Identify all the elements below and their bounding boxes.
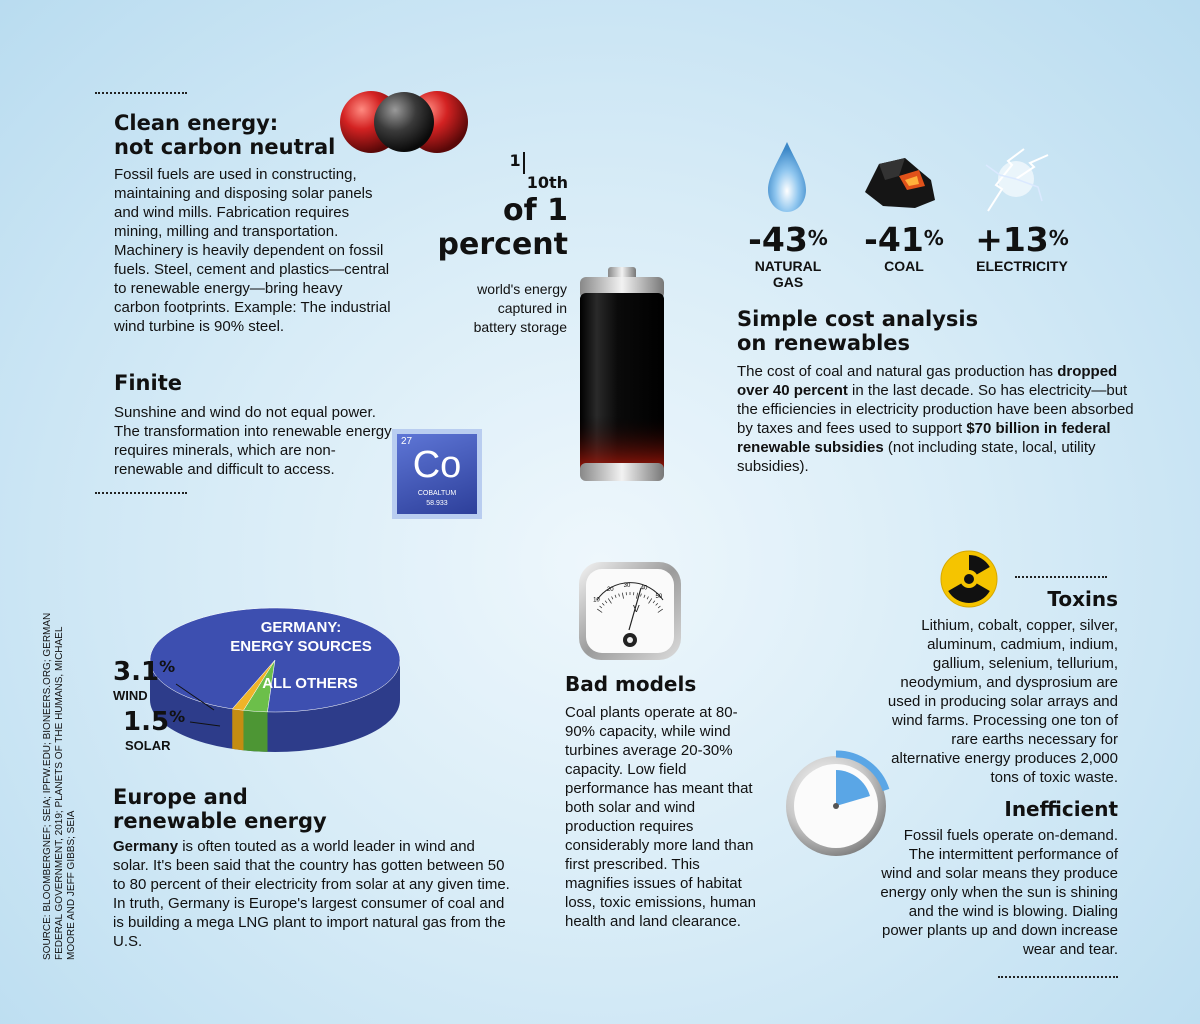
cost-change-electricity: +13% ELECTRICITY	[975, 220, 1069, 274]
europe-body: Germany is often touted as a world leader in wind and solar. It's been said that the country has gotten between 50 to 80 percent of their electricity from solar at any given time. In truth, Germany is Europe's largest consumer of coal and is building a mega LNG plant to import natural gas from the U.S.	[113, 838, 510, 950]
cost-change-natural-gas: -43% NATURAL GAS	[748, 220, 828, 290]
stat-line2: percent	[437, 227, 568, 262]
meter-unit: V	[633, 604, 640, 615]
inefficient-title: Inefficient	[1004, 797, 1118, 821]
pie-leader-lines	[170, 670, 240, 740]
divider-dots	[998, 976, 1118, 980]
stopwatch-icon	[780, 750, 890, 860]
element-symbol: Co	[412, 444, 462, 486]
co2-molecule-icon	[338, 82, 470, 162]
fraction-numerator: 1	[509, 151, 521, 170]
clean-energy-title: Clean energy: not carbon neutral	[114, 111, 336, 159]
meter-tick-label: 40	[640, 585, 648, 592]
pie-label-wind-value: 3.1%	[113, 657, 176, 687]
divider-dots	[95, 492, 187, 496]
divider-dots	[95, 92, 187, 96]
cost-change-coal: -41% COAL	[864, 220, 944, 274]
pie-label-solar: SOLAR	[125, 738, 171, 753]
clean-energy-body: Fossil fuels are used in constructing, maintaining and disposing solar panels and wind mills. Fabrication requires mining, milling and transportation. Machinery is heavily dependent on fossil fuels. Steel, cement and plastics—central to renewable energy—bring heavy carbon footprints. Example: The industrial wind turbine is 90% steel.	[114, 166, 391, 335]
atomic-number: 27	[401, 436, 413, 447]
europe-title: Europe and renewable energy	[113, 785, 327, 833]
finite-body: Sunshine and wind do not equal power. The transformation into renewable energy requires minerals, which are non-renewable and difficult to access.	[114, 404, 392, 478]
coal-icon	[859, 150, 941, 210]
toxins-body: Lithium, cobalt, copper, silver, aluminum, cadmium, indium, gallium, selenium, tellurium, neodymium, and dysprosium are used in producing solar arrays and wind farms. Processing one ton of rare earths necessary for alternative energy produces 2,000 tons of toxic waste.	[887, 617, 1118, 786]
finite-title: Finite	[114, 371, 182, 395]
meter-tick-label: 20	[606, 587, 614, 594]
toxins-title: Toxins	[1047, 587, 1118, 611]
fraction-denominator: 10th	[526, 173, 568, 192]
cost-analysis-title: Simple cost analysis on renewables	[737, 307, 979, 355]
bad-models-title: Bad models	[565, 672, 697, 696]
electricity-icon	[978, 145, 1054, 217]
element-mass: 58.933	[426, 500, 448, 507]
inefficient-body: Fossil fuels operate on-demand. The intermittent performance of wind and solar means they produce energy only when the sun is shining and the wind is blowing. Dialing power plants up and down increase wear and tear.	[880, 827, 1118, 958]
pie-label-solar-value: 1.5%	[123, 707, 186, 737]
meter-tick-label: 50	[655, 594, 663, 601]
cost-analysis-body: The cost of coal and natural gas production has dropped over 40 percent in the last decade. So has electricity—but the efficiencies in electricity production have been absorbed by taxes and fees used to support $70 billion in federal renewable subsidies (not including state, local, utility subsidies).	[737, 363, 1134, 475]
pie-slice-side-wind	[243, 710, 267, 752]
divider-dots	[1015, 576, 1107, 580]
pie-title: GERMANY: ENERGY SOURCES	[230, 619, 372, 655]
meter-tick-label: 30	[623, 583, 631, 590]
battery-caption: world's energy captured in battery storage	[473, 281, 567, 335]
cobalt-element-tile	[392, 429, 482, 519]
source-credit: SOURCE: BLOOMBERGNEF; SEIA; IPFW.EDU; BIONEERS.ORG; GERMAN FEDERAL GOVERNMENT, 2019; PLANETS OF THE HUMANS, MICHAEL MOORE AND JEFF GIBBS; SEIA	[42, 612, 77, 960]
bad-models-body: Coal plants operate at 80-90% capacity, while wind turbines average 20-30% capacity. Low field performance has meant that both solar and wind production requires considerably more land than first prescribed. This magnifies issues of habitat loss, toxic emissions, human health and land clearance.	[565, 704, 756, 930]
natural-gas-flame-icon	[764, 140, 810, 214]
element-name: COBALTUM	[417, 490, 457, 497]
meter-tick-label: 10	[593, 597, 600, 604]
battery-stat	[432, 152, 568, 262]
battery-icon	[578, 265, 666, 485]
voltmeter-icon	[577, 560, 683, 662]
pie-label-others: ALL OTHERS	[262, 675, 358, 692]
stat-line1: of 1	[503, 193, 568, 228]
pie-label-wind: WIND	[113, 688, 148, 703]
